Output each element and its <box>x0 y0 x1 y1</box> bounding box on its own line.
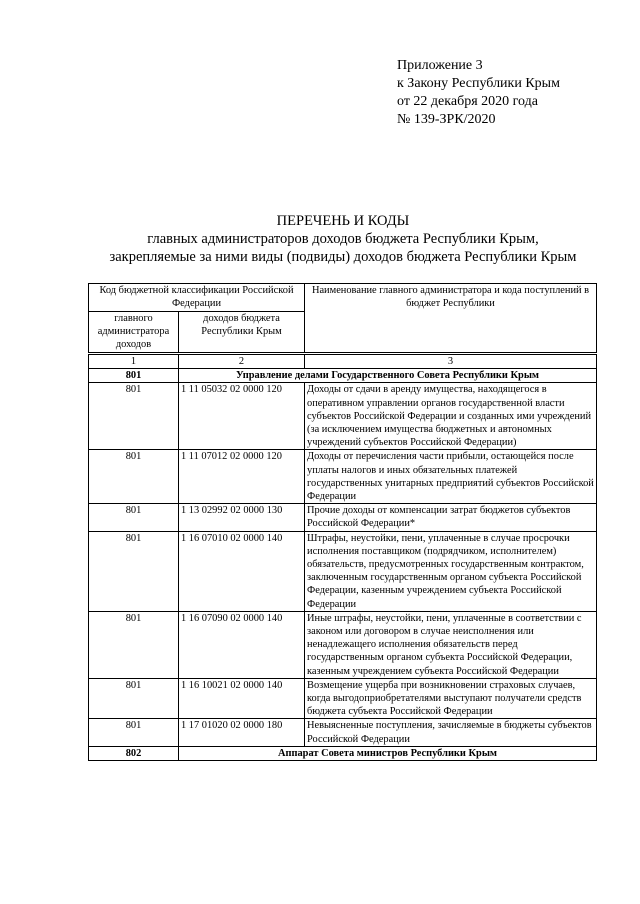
table-row <box>89 611 597 678</box>
annex-block <box>397 57 560 129</box>
section-row-801 <box>89 369 597 383</box>
row-income-code: 1 16 07010 02 0000 140 <box>179 531 305 611</box>
title-line-1: ПЕРЕЧЕНЬ И КОДЫ <box>276 213 410 229</box>
row-income-code: 1 11 07012 02 0000 120 <box>179 450 305 504</box>
row-income-code: 1 16 10021 02 0000 140 <box>179 678 305 719</box>
header-row-1 <box>89 284 597 312</box>
annex-line-3: от 22 декабря 2020 года <box>397 94 538 109</box>
section-row-802 <box>89 746 597 760</box>
table-row <box>89 531 597 611</box>
section-code: 801 <box>89 369 179 383</box>
annex-line-1: Приложение 3 <box>397 58 483 73</box>
row-admin-code: 801 <box>89 678 179 719</box>
row-income-name: Доходы от сдачи в аренду имущества, находящегося в оперативном управлении органов государственной власти субъектов Российской Федерации и созданных ими учреждений (за исключением имущества бюджетных и автономных учреждений субъектов Российской Федерации) <box>305 383 597 450</box>
header-name-group: Наименование главного администратора и кода поступлений в бюджет Республики <box>305 284 597 353</box>
row-income-code: 1 11 05032 02 0000 120 <box>179 383 305 450</box>
header-col-income: доходов бюджета Республики Крым <box>179 312 305 353</box>
header-col-admin: главного администратора доходов <box>89 312 179 353</box>
table-row <box>89 678 597 719</box>
row-admin-code: 801 <box>89 531 179 611</box>
column-numbers-row <box>89 355 597 369</box>
row-admin-code: 801 <box>89 383 179 450</box>
table-row <box>89 719 597 746</box>
row-income-code: 1 16 07090 02 0000 140 <box>179 611 305 678</box>
table-row <box>89 504 597 531</box>
section-name: Аппарат Совета министров Республики Крым <box>179 746 597 760</box>
row-income-name: Иные штрафы, неустойки, пени, уплаченные в соответствии с законом или договором в случае неисполнения или ненадлежащего исполнения обязательств перед государственным органом субъекта Российской Федерации, казенным учреждением субъекта Российской Федерации <box>305 611 597 678</box>
annex-line-4: № 139-ЗРК/2020 <box>397 112 496 127</box>
row-income-code: 1 13 02992 02 0000 130 <box>179 504 305 531</box>
table-row <box>89 450 597 504</box>
row-income-name: Штрафы, неустойки, пени, уплаченные в случае просрочки исполнения поставщиком (подрядчиком, исполнителем) обязательств, предусмотренных государственным контрактом, заключенным государственным органом субъекта Российской Федерации, казенным учреждением субъекта Российской Федерации <box>305 531 597 611</box>
document-title <box>0 212 640 266</box>
row-income-code: 1 17 01020 02 0000 180 <box>179 719 305 746</box>
row-income-name: Прочие доходы от компенсации затрат бюджетов субъектов Российской Федерации* <box>305 504 597 531</box>
row-income-name: Невыясненные поступления, зачисляемые в бюджеты субъектов Российской Федерации <box>305 719 597 746</box>
row-admin-code: 801 <box>89 450 179 504</box>
revenue-codes-table <box>88 283 597 761</box>
row-income-name: Возмещение ущерба при возникновении страховых случаев, когда выгодоприобретателями выступают получатели средств бюджета субъекта Российской Федерации <box>305 678 597 719</box>
section-name: Управление делами Государственного Совета Республики Крым <box>179 369 597 383</box>
row-admin-code: 801 <box>89 719 179 746</box>
row-admin-code: 801 <box>89 504 179 531</box>
annex-line-2: к Закону Республики Крым <box>397 76 560 91</box>
title-line-2: главных администраторов доходов бюджета Республики Крым, <box>147 231 539 247</box>
column-number-1: 1 <box>89 355 179 369</box>
table-row <box>89 383 597 450</box>
column-number-2: 2 <box>179 355 305 369</box>
row-income-name: Доходы от перечисления части прибыли, остающейся после уплаты налогов и иных обязательных платежей государственных унитарных предприятий субъектов Российской Федерации <box>305 450 597 504</box>
row-admin-code: 801 <box>89 611 179 678</box>
header-code-group: Код бюджетной классификации Российской Федерации <box>89 284 305 312</box>
column-number-3: 3 <box>305 355 597 369</box>
section-code: 802 <box>89 746 179 760</box>
title-line-3: закрепляемые за ними виды (подвиды) доходов бюджета Республики Крым <box>109 249 577 265</box>
